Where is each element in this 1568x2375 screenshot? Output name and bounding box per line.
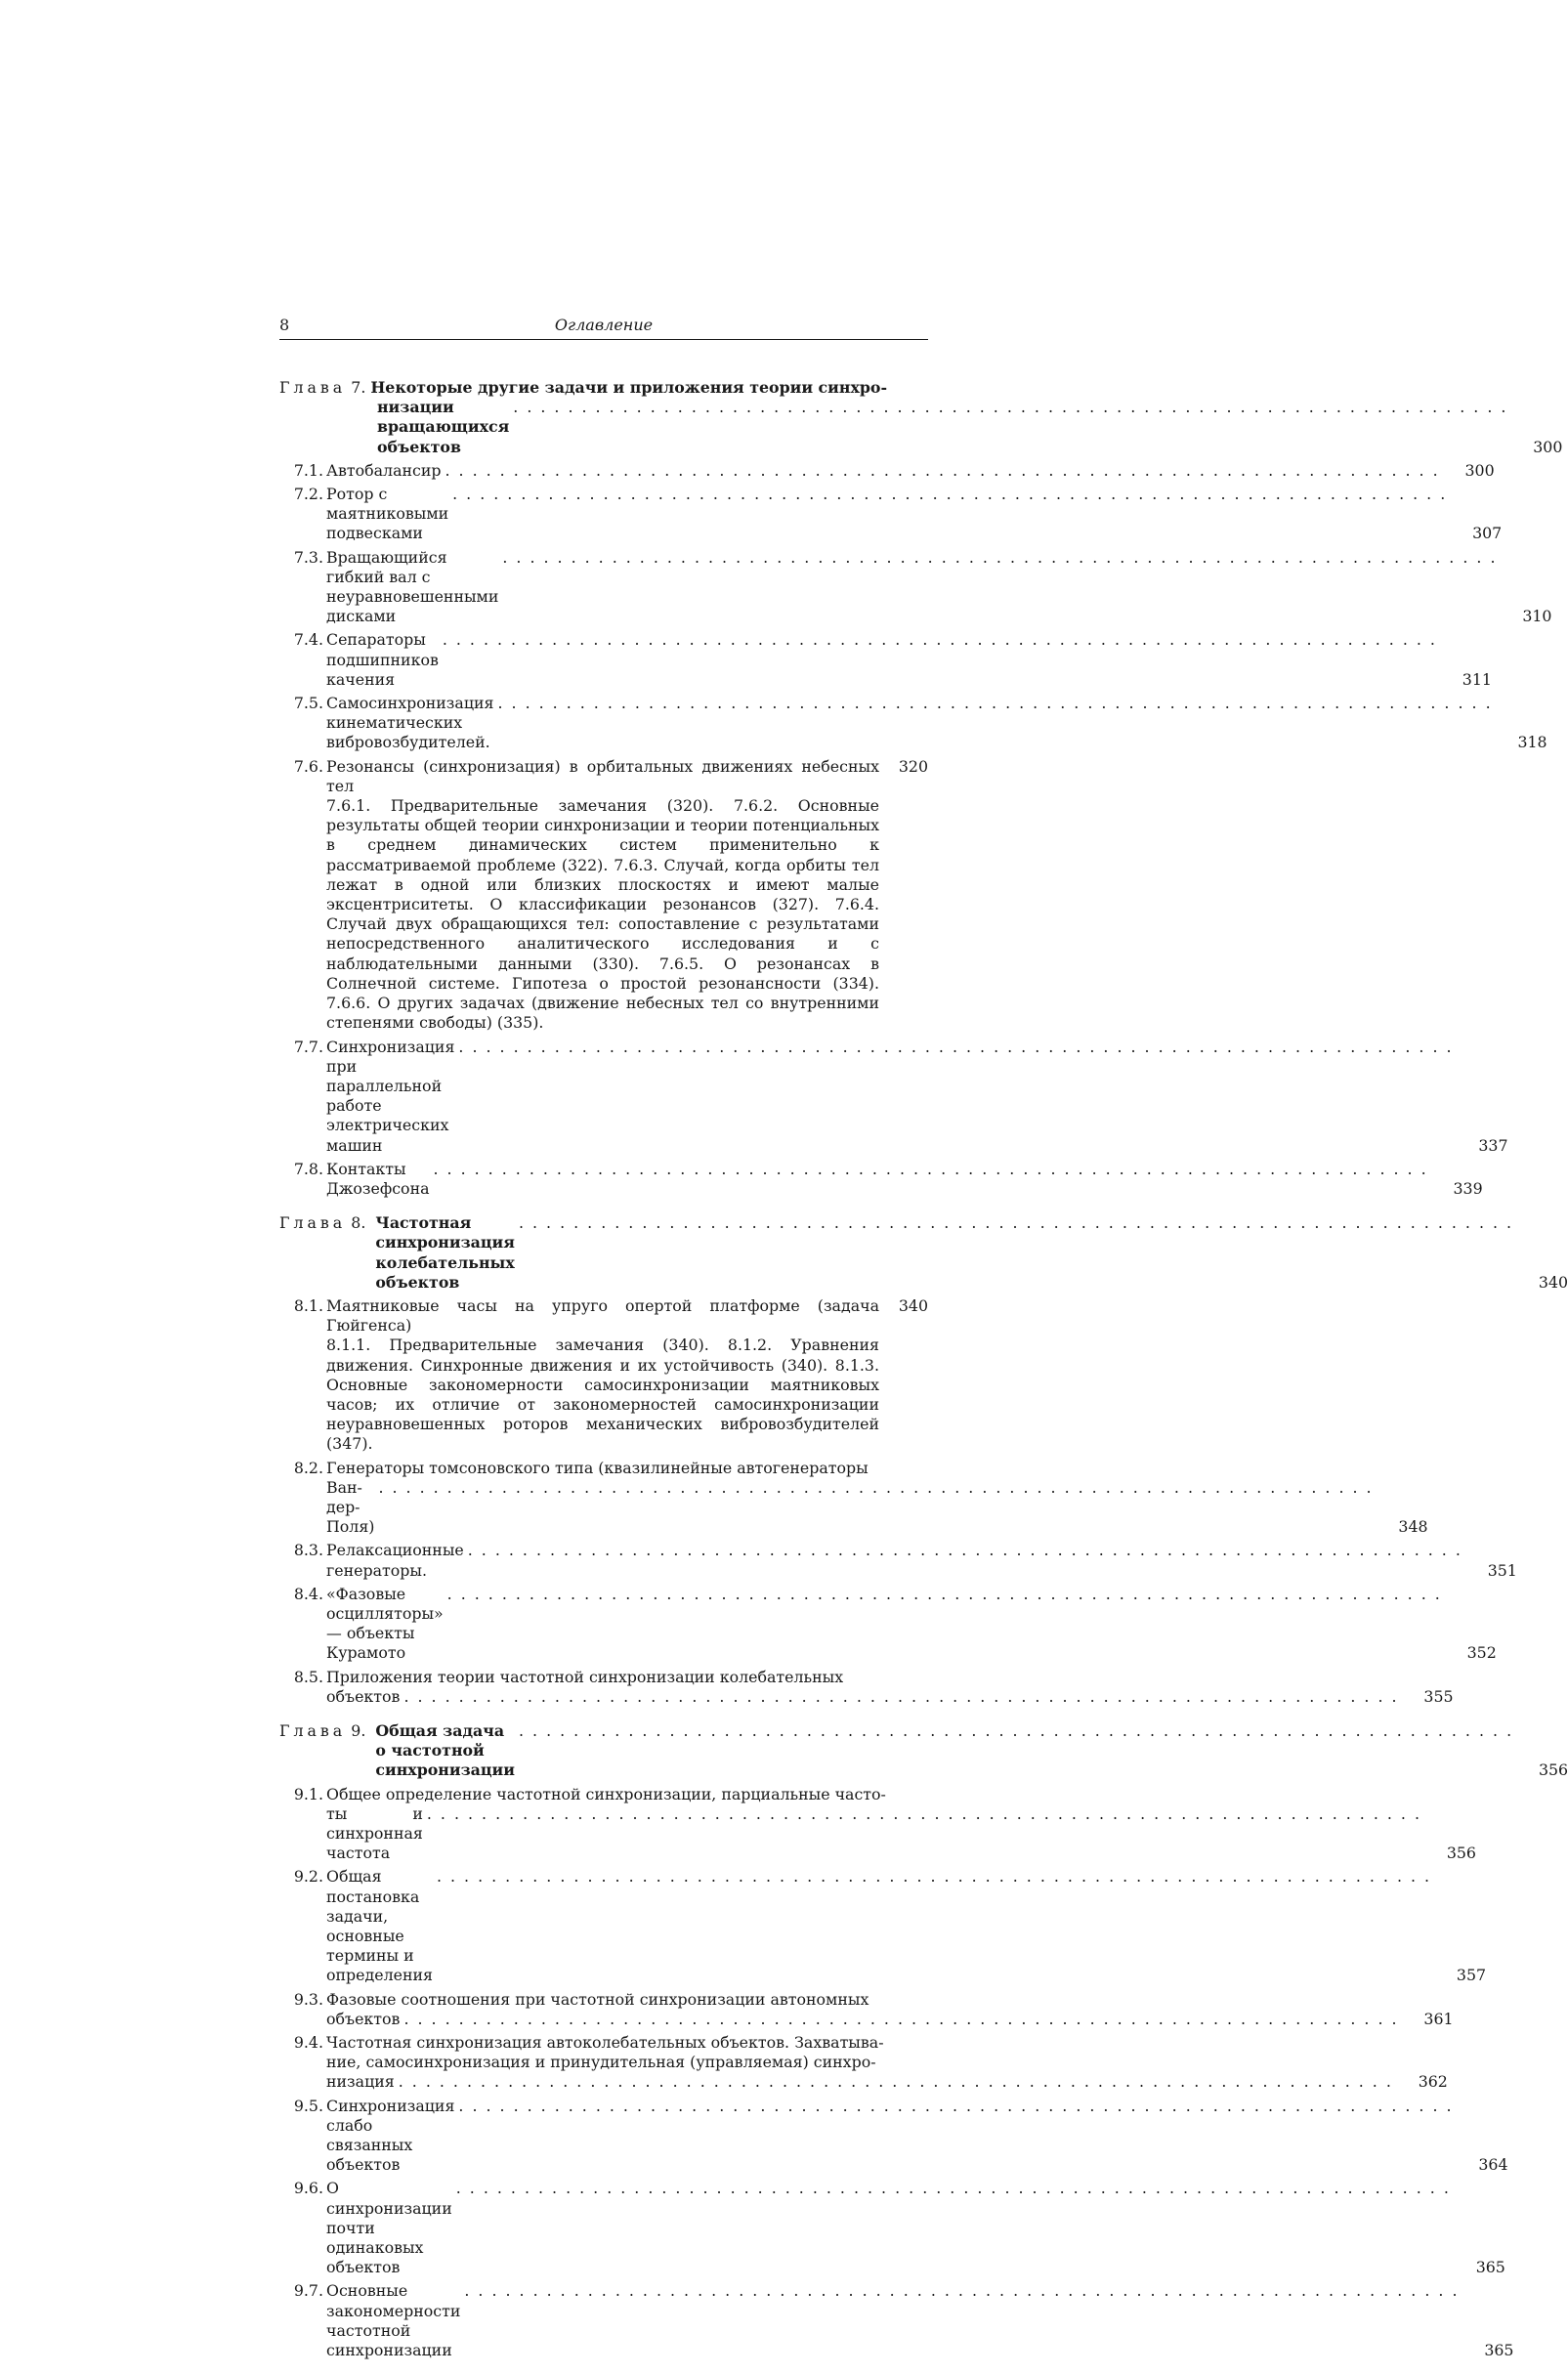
toc-entry: 9.2. Общая постановка задачи, основные термины и определения . . . . . . . . . . . . . . . . . . . . . . . . . . . . . . . . . . . . . . . . . . . . . . . . . . . . . . . . . . . . . . . . . . . . . . . . . 357 (293, 1867, 1487, 1985)
chapter-page: 300 (1533, 437, 1563, 456)
chapter-title: Частотная синхронизация колебательных объектов (375, 1213, 515, 1292)
entry-subsections: 8.1.1. Предварительные замечания (340). 8.1.2. Уравнения движения. Синхронные движения и их устойчивость (340). 8.1.3. Основные закономерности самосинхронизации маятниковых часов; их отличие от закономерностей самосинхронизации неуравновешенных роторов механических вибровозбудителей (347). (326, 1336, 879, 1454)
toc-entry: 9.5. Синхронизация слабо связанных объектов . . . . . . . . . . . . . . . . . . . . . . . . . . . . . . . . . . . . . . . . . . . . . . . . . . . . . . . . . . . . . . . . . . . . . . . . . 364 (293, 2096, 1508, 2175)
entry-title: «Фазовые осцилляторы» — объекты Курамото (326, 1584, 444, 1663)
entry-title: О синхронизации почти одинаковых объектов (326, 2179, 452, 2277)
toc-entry: 8.1. Маятниковые часы на упруго опертой платформе (задача Гюйгенса) 8.1.1. Предварительные замечания (340). 8.1.2. Уравнения движения. Синхронные движения и их устойчивость (340). 8.1.3. Основные закономерности самосинхронизации маятниковых часов; их отличие от закономерностей самосинхронизации неуравновешенных роторов механических вибровозбудителей (347). 340 (293, 1295, 928, 1454)
chapter-label: Глава (279, 1721, 347, 1740)
entry-subsections: 7.6.1. Предварительные замечания (320). 7.6.2. Основные результаты общей теории синхронизации и теории потенциальных в среднем динамических систем применительно к рассматриваемой проблеме (322). 7.6.3. Случай, когда орбиты тел лежат в одной или близких плоскостях и имеют малые эксцентриситеты. О классификации резонансов (327). 7.6.4. Случай двух обращающихся тел: сопоставление с результатами непосредственного аналитического исследования и с наблюдательными данными (330). 7.6.5. О резонансах в Солнечной системе. Гипотеза о простой резонансности (334). 7.6.6. О других задачах (движение небесных тел со внутренними степенями свободы) (335). (326, 796, 879, 1033)
chapter-title-cont: низации вращающихся объектов (377, 398, 510, 456)
toc-entry: 8.3. Релаксационные генераторы. . . . . . . . . . . . . . . . . . . . . . . . . . . . . . . . . . . . . . . . . . . . . . . . . . . . . . . . . . . . . . . . . . . . . . . . . . 351 (293, 1541, 1517, 1580)
chapter-9 (279, 1721, 1568, 2360)
entry-title: Автобалансир (326, 460, 442, 480)
entry-title: Релаксационные генераторы. (326, 1541, 464, 1580)
entry-title: Фазовые соотношения при частотной синхронизации автономных (326, 1989, 869, 2009)
chapter-heading: Глава 8. Частотная синхронизация колебательных объектов . . . . . . . . . . . . . . . . . . . . . . . . . . . . . . . . . . . . . . . . . . . . . . . . . . . . . . . . . . . . . . . . . . . . . . . . . 340 (279, 1213, 1568, 1292)
chapter-page: 356 (1538, 1760, 1568, 1780)
entry-title: Ротор с маятниковыми подвесками (326, 485, 449, 543)
entry-title: Приложения теории частотной синхронизации колебательных (326, 1667, 844, 1686)
toc-entry: 7.8. Контакты Джозефсона . . . . . . . . . . . . . . . . . . . . . . . . . . . . . . . . . . . . . . . . . . . . . . . . . . . . . . . . . . . . . . . . . . . . . . . . . 339 (293, 1159, 1483, 1198)
entry-title: Самосинхронизация кинематических вибровозбудителей. (326, 694, 494, 752)
toc-entry: 7.5. Самосинхронизация кинематических вибровозбудителей. . . . . . . . . . . . . . . . . . . . . . . . . . . . . . . . . . . . . . . . . . . . . . . . . . . . . . . . . . . . . . . . . . . . . . . . . . 318 (293, 694, 1547, 752)
entry-title: Маятниковые часы на упруго опертой платформе (задача Гюйгенса) (326, 1295, 879, 1336)
toc-entry: 7.4. Сепараторы подшипников качения . . . . . . . . . . . . . . . . . . . . . . . . . . . . . . . . . . . . . . . . . . . . . . . . . . . . . . . . . . . . . . . . . . . . . . . . . 311 (293, 630, 1492, 689)
chapter-heading: Глава 9. Общая задача о частотной синхронизации . . . . . . . . . . . . . . . . . . . . . . . . . . . . . . . . . . . . . . . . . . . . . . . . . . . . . . . . . . . . . . . . . . . . . . . . . 356 (279, 1721, 1568, 1780)
toc-entry: 7.6. Резонансы (синхронизация) в орбитальных движениях небесных тел 7.6.1. Предварительные замечания (320). 7.6.2. Основные результаты общей теории синхронизации и теории потенциальных в среднем динамических систем применительно к рассматриваемой проблеме (322). 7.6.3. Случай, когда орбиты тел лежат в одной или близких плоскостях и имеют малые эксцентриситеты. О классификации резонансов (327). 7.6.4. Случай двух обращающихся тел: сопоставление с результатами непосредственного аналитического исследования и с наблюдательными данными (330). 7.6.5. О резонансах в Солнечной системе. Гипотеза о простой резонансности (334). 7.6.6. О других задачах (движение небесных тел со внутренними степенями свободы) (335). 320 (293, 756, 928, 1033)
chapter-8 (279, 1213, 1568, 1707)
toc-entry: 9.3. Фазовые соотношения при частотной синхронизации автономных объектов . . . . . . . . . . . . . . . . . . . . . . . . . . . . . . . . . . . . . . . . . . . . . . . . . . . . . . . . . . . . . . . . . . . . . . . . . 361 (293, 1989, 1454, 2028)
toc-entry: 7.3. Вращающийся гибкий вал с неуравновешенными дисками . . . . . . . . . . . . . . . . . . . . . . . . . . . . . . . . . . . . . . . . . . . . . . . . . . . . . . . . . . . . . . . . . . . . . . . . . 310 (293, 547, 1552, 626)
chapter-7 (279, 378, 1563, 1199)
toc-entry: 9.4. Частотная синхронизация автоколебательных объектов. Захватыва- ние, самосинхронизация и принудительная (управляемая) синхро- низация . . . . . . . . . . . . . . . . . . . . . . . . . . . . . . . . . . . . . . . . . . . . . . . . . . . . . . . . . . . . . . . . . . . . . . . . . 362 (293, 2033, 1448, 2092)
page-number: 8 (279, 316, 290, 334)
entry-title: Резонансы (синхронизация) в орбитальных движениях небесных тел (326, 756, 879, 795)
toc-entry: 9.6. О синхронизации почти одинаковых объектов . . . . . . . . . . . . . . . . . . . . . . . . . . . . . . . . . . . . . . . . . . . . . . . . . . . . . . . . . . . . . . . . . . . . . . . . . 365 (293, 2179, 1505, 2277)
toc-entry: 9.7. Основные закономерности частотной синхронизации . . . . . . . . . . . . . . . . . . . . . . . . . . . . . . . . . . . . . . . . . . . . . . . . . . . . . . . . . . . . . . . . . . . . . . . . . 365 (293, 2281, 1514, 2360)
entry-title: Генераторы томсоновского типа (квазилинейные автогенераторы (326, 1458, 869, 1477)
entry-title: Сепараторы подшипников качения (326, 630, 439, 689)
chapter-label: Глава (279, 378, 347, 397)
entry-title: Контакты Джозефсона (326, 1159, 430, 1198)
entry-title: Синхронизация при параллельной работе электрических машин (326, 1037, 455, 1155)
toc-entry: 8.2. Генераторы томсоновского типа (квазилинейные автогенераторы Ван-дер-Поля) . . . . . . . . . . . . . . . . . . . . . . . . . . . . . . . . . . . . . . . . . . . . . . . . . . . . . . . . . . . . . . . . . . . . . . . . . 348 (293, 1458, 1428, 1537)
chapter-heading: Глава 7. Некоторые другие задачи и приложения теории синхро- низации вращающихся объектов . . . . . . . . . . . . . . . . . . . . . . . . . . . . . . . . . . . . . . . . . . . . . . . . . . . . . . . . . . . . . . . . . . . . . . . . . 300 (279, 378, 1563, 456)
entry-title: Основные закономерности частотной синхронизации (326, 2281, 461, 2360)
chapter-page: 340 (1538, 1272, 1568, 1292)
toc-entry: 9.1. Общее определение частотной синхронизации, парциальные часто- ты и синхронная частота . . . . . . . . . . . . . . . . . . . . . . . . . . . . . . . . . . . . . . . . . . . . . . . . . . . . . . . . . . . . . . . . . . . . . . . . . 356 (293, 1784, 1476, 1863)
entry-title: Частотная синхронизация автоколебательных объектов. Захватыва- (326, 2033, 884, 2053)
chapter-number: 9. (351, 1721, 366, 1740)
running-title: Оглавление (554, 316, 654, 334)
entry-title: Синхронизация слабо связанных объектов (326, 2096, 455, 2175)
table-of-contents (279, 378, 1568, 2375)
toc-entry: 8.5. Приложения теории частотной синхронизации колебательных объектов . . . . . . . . . . . . . . . . . . . . . . . . . . . . . . . . . . . . . . . . . . . . . . . . . . . . . . . . . . . . . . . . . . . . . . . . . 355 (293, 1667, 1454, 1706)
chapter-number: 7. (351, 378, 366, 397)
toc-entry: 8.4. «Фазовые осцилляторы» — объекты Курамото . . . . . . . . . . . . . . . . . . . . . . . . . . . . . . . . . . . . . . . . . . . . . . . . . . . . . . . . . . . . . . . . . . . . . . . . . 352 (293, 1584, 1497, 1663)
page-header (279, 316, 928, 340)
toc-entry: 7.7. Синхронизация при параллельной работе электрических машин . . . . . . . . . . . . . . . . . . . . . . . . . . . . . . . . . . . . . . . . . . . . . . . . . . . . . . . . . . . . . . . . . . . . . . . . . 337 (293, 1037, 1508, 1155)
toc-entry: 7.1. Автобалансир . . . . . . . . . . . . . . . . . . . . . . . . . . . . . . . . . . . . . . . . . . . . . . . . . . . . . . . . . . . . . . . . . . . . . . . . . 300 (293, 460, 1495, 480)
entry-title: Вращающийся гибкий вал с неуравновешенными дисками (326, 547, 499, 626)
toc-entry: 7.2. Ротор с маятниковыми подвесками . . . . . . . . . . . . . . . . . . . . . . . . . . . . . . . . . . . . . . . . . . . . . . . . . . . . . . . . . . . . . . . . . . . . . . . . . 307 (293, 485, 1503, 543)
chapter-title: Общая задача о частотной синхронизации (375, 1721, 515, 1780)
chapter-title: Некоторые другие задачи и приложения теории синхро- (370, 378, 888, 397)
chapter-number: 8. (351, 1213, 366, 1233)
entry-title: Общая постановка задачи, основные термины и определения (326, 1867, 433, 1985)
chapter-label: Глава (279, 1213, 347, 1233)
entry-title: Общее определение частотной синхронизации, парциальные часто- (326, 1784, 886, 1803)
